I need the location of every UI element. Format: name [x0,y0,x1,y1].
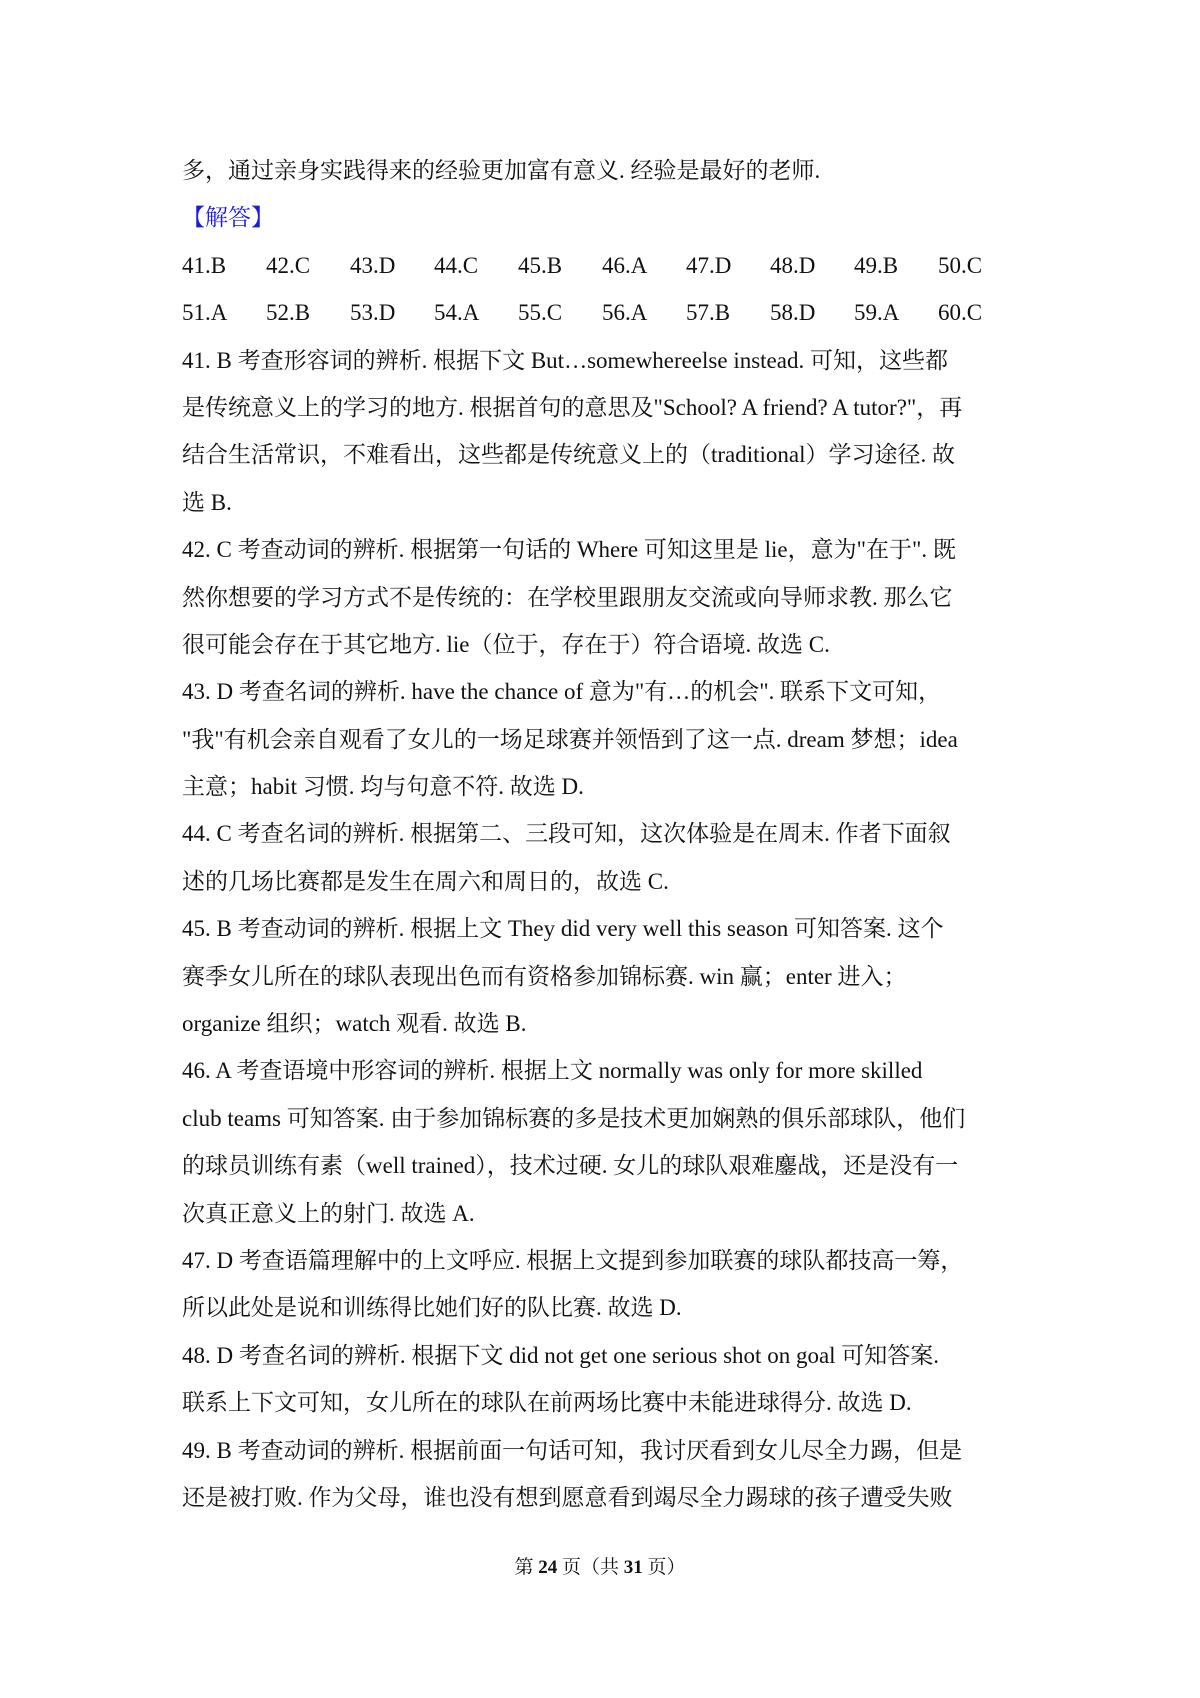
text-line: 49. B 考查动词的辨析. 根据前面一句话可知，我讨厌看到女儿尽全力踢，但是 [182,1437,963,1463]
text-line: 42. C 考查动词的辨析. 根据第一句话的 Where 可知这里是 lie，意为"在于". 既 [182,537,956,563]
answer-item: 47.D [686,252,732,278]
text-line: 47. D 考查语篇理解中的上文呼应. 根据上文提到参加联赛的球队都技高一筹， [182,1247,964,1273]
answer-item: 60.C [938,300,983,326]
text-line: 主意；habit 习惯. 均与句意不符. 故选 D. [182,774,584,800]
text-line: 赛季女儿所在的球队表现出色而有资格参加锦标赛. win 赢；enter 进入； [182,963,907,989]
answer-item: 52.B [266,300,311,326]
footer-prefix: 第 [514,1557,534,1578]
text-line: 然你想要的学习方式不是传统的：在学校里跟朋友交流或向导师求教. 那么它 [182,584,953,610]
answer-item: 51.A [182,300,228,326]
answer-item: 56.A [602,300,648,326]
text-line: 述的几场比赛都是发生在周六和周日的，故选 C. [182,868,669,894]
text-line: 选 B. [182,489,232,515]
answer-item: 43.D [350,252,396,278]
answer-item: 55.C [518,300,563,326]
text-line: 很可能会存在于其它地方. lie（位于，存在于）符合语境. 故选 C. [182,631,830,657]
text-line: 44. C 考查名词的辨析. 根据第二、三段可知，这次体验是在周末. 作者下面叙 [182,821,951,847]
text-line: 是传统意义上的学习的地方. 根据首句的意思及"School? A friend? A tutor?"，再 [182,394,963,420]
answer-item: 53.D [350,300,396,326]
text-line: 联系上下文可知，女儿所在的球队在前两场比赛中未能进球得分. 故选 D. [182,1390,912,1416]
answer-item: 57.B [686,300,731,326]
text-line: 41. B 考查形容词的辨析. 根据下文 But…somewhereelse instead. 可知，这些都 [182,347,948,373]
answer-key-row-1 [182,242,1022,289]
page-footer [0,1552,1200,1579]
text-line: 45. B 考查动词的辨析. 根据上文 They did very well this season 可知答案. 这个 [182,916,944,942]
text-line: 46. A 考查语境中形容词的辨析. 根据上文 normally was only for more skilled [182,1058,923,1084]
answer-key-row-2 [182,289,1022,336]
text-line: 次真正意义上的射门. 故选 A. [182,1200,475,1226]
answer-item: 58.D [770,300,816,326]
answer-item: 48.D [770,252,816,278]
answer-item: 42.C [266,252,311,278]
answer-item: 50.C [938,252,983,278]
answer-explanation-text [182,147,1022,1521]
text-line: 的球员训练有素（well trained），技术过硬. 女儿的球队艰难鏖战，还是没有一 [182,1153,959,1179]
answer-item: 41.B [182,252,227,278]
answer-item: 59.A [854,300,900,326]
footer-middle: 页（共 [561,1557,619,1578]
answer-item: 46.A [602,252,648,278]
text-line: club teams 可知答案. 由于参加锦标赛的多是技术更加娴熟的俱乐部球队，他们 [182,1105,966,1131]
text-line: 48. D 考查名词的辨析. 根据下文 did not get one serious shot on goal 可知答案. [182,1342,940,1368]
text-line: 所以此处是说和训练得比她们好的队比赛. 故选 D. [182,1295,682,1321]
footer-suffix: 页） [647,1557,686,1578]
answer-heading: 【解答】 [182,205,274,231]
text-line: 多，通过亲身实践得来的经验更加富有意义. 经验是最好的老师. [182,158,821,183]
answer-item: 49.B [854,252,899,278]
text-line: 43. D 考查名词的辨析. have the chance of 意为"有…的机会". 联系下文可知， [182,679,942,705]
page-number: 24 [538,1557,558,1578]
answer-item: 45.B [518,252,563,278]
answer-item: 44.C [434,252,479,278]
answer-item: 54.A [434,300,480,326]
text-line: "我"有机会亲自观看了女儿的一场足球赛并领悟到了这一点. dream 梦想；idea [182,726,958,752]
total-pages: 31 [623,1557,643,1578]
text-line: 还是被打败. 作为父母，谁也没有想到愿意看到竭尽全力踢球的孩子遭受失败 [182,1484,953,1510]
text-line: organize 组织；watch 观看. 故选 B. [182,1011,527,1037]
text-line: 结合生活常识，不难看出，这些都是传统意义上的（traditional）学习途径. 故 [182,442,956,468]
